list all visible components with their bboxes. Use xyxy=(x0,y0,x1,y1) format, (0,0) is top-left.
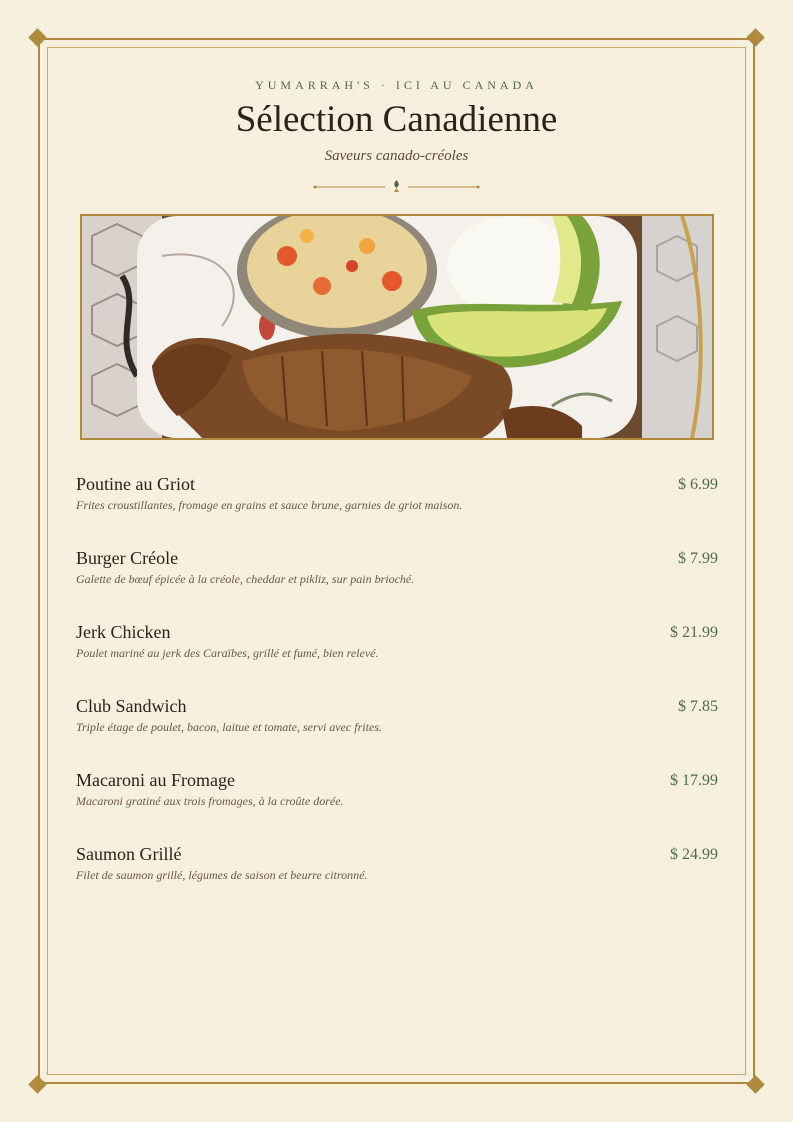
item-description: Macaroni gratiné aux trois fromages, à la croûte dorée. xyxy=(76,794,344,808)
item-name: Burger Créole xyxy=(76,548,179,568)
item-name: Jerk Chicken xyxy=(76,622,171,642)
item-name: Club Sandwich xyxy=(76,696,187,716)
item-name: Saumon Grillé xyxy=(76,844,182,864)
item-name: Poutine au Griot xyxy=(76,474,195,494)
dish-photo-illustration xyxy=(82,216,712,438)
dish-photo xyxy=(80,214,714,440)
divider-ornament-icon xyxy=(313,179,480,193)
page-subtitle: Saveurs canado-créoles xyxy=(324,148,469,164)
item-description: Triple étage de poulet, bacon, laitue et tomate, servi avec frites. xyxy=(76,720,382,734)
item-description: Filet de saumon grillé, légumes de saison et beurre citronné. xyxy=(76,868,368,882)
item-description: Galette de bœuf épicée à la créole, cheddar et pikliz, sur pain brioché. xyxy=(76,572,415,586)
item-price: $ 7.85 xyxy=(678,698,718,715)
item-price: $ 6.99 xyxy=(678,476,718,493)
item-price: $ 7.99 xyxy=(678,550,718,567)
item-price: $ 21.99 xyxy=(670,624,718,641)
restaurant-kicker: YUMARRAH'S · ICI AU CANADA xyxy=(255,78,538,92)
item-price: $ 24.99 xyxy=(670,846,718,863)
item-name: Macaroni au Fromage xyxy=(76,770,235,790)
item-description: Poulet mariné au jerk des Caraïbes, grillé et fumé, bien relevé. xyxy=(76,646,379,660)
item-price: $ 17.99 xyxy=(670,772,718,789)
item-description: Frites croustillantes, fromage en grains et sauce brune, garnies de griot maison. xyxy=(76,498,463,512)
page-title: Sélection Canadienne xyxy=(235,99,558,140)
